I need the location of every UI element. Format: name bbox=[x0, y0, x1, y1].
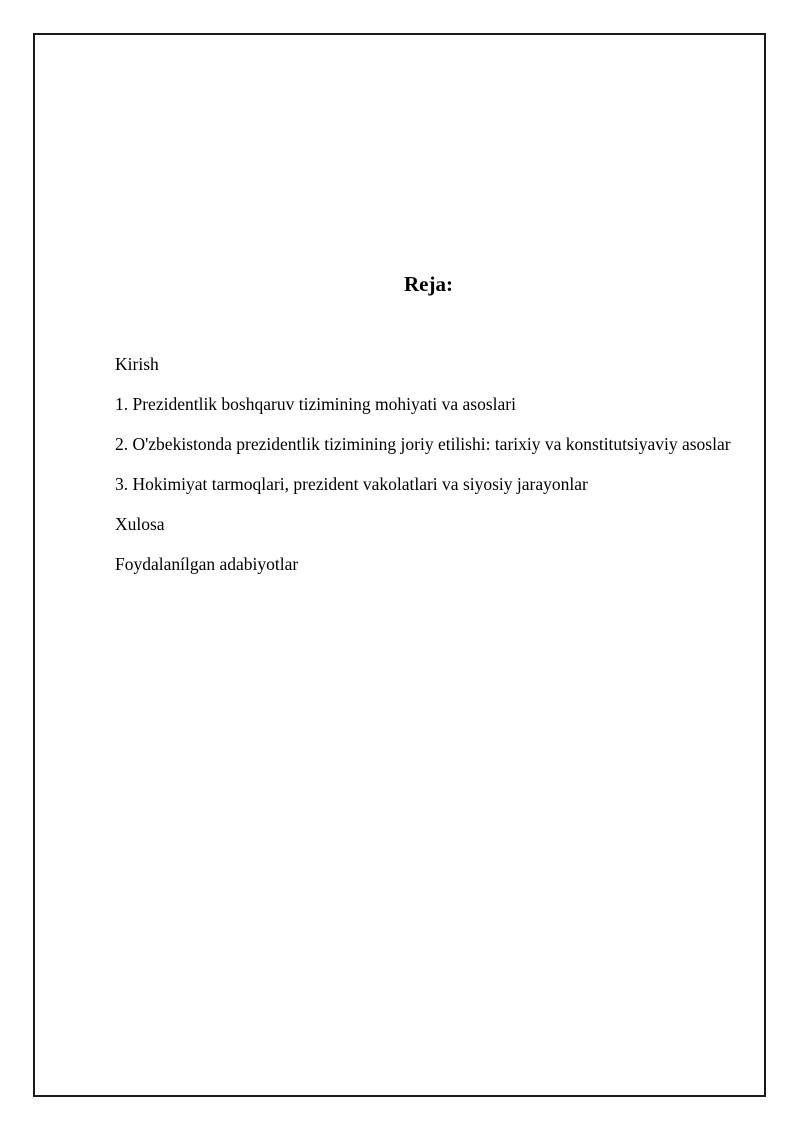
toc-item-introduction: Kirish bbox=[115, 354, 159, 374]
toc-item-conclusion: Xulosa bbox=[115, 514, 165, 534]
toc-item-section-3: 3. Hokimiyat tarmoqlari, prezident vakolatlari va siyosiy jarayonlar bbox=[115, 474, 588, 494]
page-title: Reja: bbox=[404, 272, 453, 296]
table-of-contents bbox=[115, 348, 735, 588]
toc-item-section-1: 1. Prezidentlik boshqaruv tizimining mohiyati va asoslari bbox=[115, 394, 516, 414]
toc-item-references: Foydalanílgan adabiyotlar bbox=[115, 554, 299, 574]
toc-item-section-2: 2. O'zbekistonda prezidentlik tizimining joriy etilishi: tarixiy va konstitutsiyaviy asoslar bbox=[115, 434, 731, 454]
